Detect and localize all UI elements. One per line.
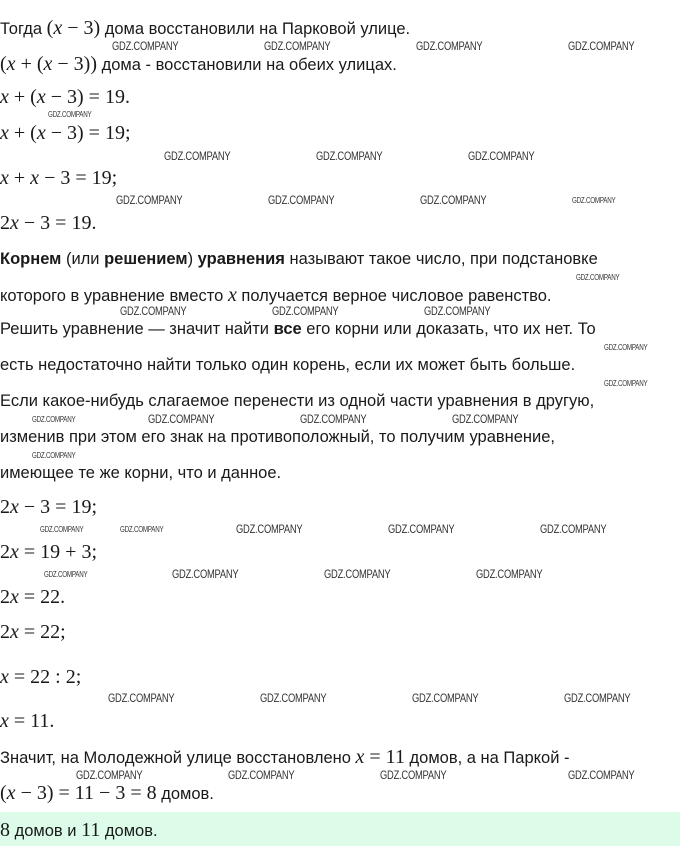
- watermark: GDZ.COMPANY: [324, 567, 391, 581]
- watermark: GDZ.COMPANY: [380, 768, 447, 782]
- watermark: GDZ.COMPANY: [416, 39, 483, 53]
- definition-line: [0, 318, 596, 340]
- definition-line: [0, 248, 598, 270]
- text: которого в уравнение вместо: [0, 287, 228, 305]
- math: (x − 3): [46, 17, 101, 39]
- watermark: GDZ.COMPANY: [452, 412, 519, 426]
- equation: 2x = 19 + 3;: [0, 541, 98, 563]
- watermark: GDZ.COMPANY: [112, 39, 179, 53]
- watermark: GDZ.COMPANY: [568, 768, 635, 782]
- watermark: GDZ.COMPANY: [120, 304, 187, 318]
- watermark: GDZ.COMPANY: [412, 691, 479, 705]
- equation: x + (x − 3) = 19;: [0, 122, 131, 144]
- watermark: GDZ.COMPANY: [568, 39, 635, 53]
- math: 8: [0, 819, 10, 841]
- math: (x − 3) = 11 − 3 = 8: [0, 782, 157, 804]
- equation: 2x = 22;: [0, 621, 66, 643]
- text: домов, а на Паркой -: [404, 749, 570, 767]
- watermark: GDZ.COMPANY: [76, 768, 143, 782]
- answer-text: [0, 819, 158, 841]
- text: дома восстановили на Парковой улице.: [100, 20, 411, 38]
- equation: 2x − 3 = 19.: [0, 212, 97, 234]
- term: уравнения: [197, 250, 285, 268]
- term: Корнем: [0, 250, 62, 268]
- answer-box: [0, 812, 680, 846]
- text: домов.: [156, 785, 214, 803]
- text: называют такое число, при подстановке: [284, 250, 598, 268]
- watermark: GDZ.COMPANY: [172, 567, 239, 581]
- watermark: GDZ.COMPANY: [540, 522, 607, 536]
- watermark: GDZ.COMPANY: [116, 193, 183, 207]
- watermark: GDZ.COMPANY: [148, 412, 215, 426]
- watermark: GDZ.COMPANY: [316, 149, 383, 163]
- term: все: [273, 320, 302, 338]
- equation: 2x − 3 = 19;: [0, 496, 98, 518]
- text: Значит, на Молодежной улице восстановлено: [0, 749, 356, 767]
- rule-line: изменив при этом его знак на противоположный, то получим уравнение,: [0, 428, 556, 446]
- text: его корни или доказать, что их нет. То: [301, 320, 596, 338]
- watermark: GDZ.COMPANY: [604, 343, 648, 352]
- watermark: GDZ.COMPANY: [388, 522, 455, 536]
- math: x: [227, 284, 237, 306]
- equation: 2x = 22.: [0, 586, 66, 608]
- watermark: GDZ.COMPANY: [164, 149, 231, 163]
- equation: x + (x − 3) = 19.: [0, 86, 130, 108]
- text: Тогда: [0, 20, 47, 38]
- watermark: GDZ.COMPANY: [572, 196, 616, 205]
- text: (или: [61, 250, 105, 268]
- watermark: GDZ.COMPANY: [468, 149, 535, 163]
- watermark: GDZ.COMPANY: [32, 451, 76, 460]
- watermark: GDZ.COMPANY: [420, 193, 487, 207]
- watermark: GDZ.COMPANY: [424, 304, 491, 318]
- watermark: GDZ.COMPANY: [236, 522, 303, 536]
- watermark: GDZ.COMPANY: [32, 415, 76, 424]
- math: x = 11: [355, 746, 405, 768]
- equation: x + x − 3 = 19;: [0, 167, 118, 189]
- watermark: GDZ.COMPANY: [108, 691, 175, 705]
- text: Решить уравнение — значит найти: [0, 320, 274, 338]
- conclusion-line: [0, 782, 214, 804]
- text: получается верное числовое равенство.: [236, 287, 552, 305]
- rule-line: Если какое-нибудь слагаемое перенести из одной части уравнения в другую,: [0, 392, 595, 410]
- watermark: GDZ.COMPANY: [120, 525, 164, 534]
- watermark: GDZ.COMPANY: [476, 567, 543, 581]
- watermark: GDZ.COMPANY: [228, 768, 295, 782]
- text: ): [187, 250, 198, 268]
- text: домов.: [100, 822, 158, 840]
- watermark: GDZ.COMPANY: [272, 304, 339, 318]
- equation: x = 22 : 2;: [0, 666, 82, 688]
- definition-line: есть недостаточно найти только один корень, если их может быть больше.: [0, 356, 576, 374]
- watermark: GDZ.COMPANY: [564, 691, 631, 705]
- rule-line: имеющее те же корни, что и данное.: [0, 464, 282, 482]
- watermark: GDZ.COMPANY: [268, 193, 335, 207]
- watermark: GDZ.COMPANY: [44, 570, 88, 579]
- text-line: [0, 17, 410, 39]
- text: дома - восстановили на обеих улицах.: [97, 56, 397, 74]
- watermark: GDZ.COMPANY: [604, 379, 648, 388]
- text: домов и: [10, 822, 82, 840]
- math: (x + (x − 3)): [0, 53, 98, 75]
- watermark: GDZ.COMPANY: [300, 412, 367, 426]
- watermark: GDZ.COMPANY: [40, 525, 84, 534]
- watermark: GDZ.COMPANY: [264, 39, 331, 53]
- conclusion-line: [0, 746, 570, 768]
- text-line: [0, 53, 397, 75]
- watermark: GDZ.COMPANY: [48, 110, 92, 119]
- watermark: GDZ.COMPANY: [260, 691, 327, 705]
- definition-line: [0, 284, 552, 306]
- math: 11: [81, 819, 101, 841]
- watermark: GDZ.COMPANY: [576, 273, 620, 282]
- equation: x = 11.: [0, 710, 55, 732]
- term: решением: [104, 250, 188, 268]
